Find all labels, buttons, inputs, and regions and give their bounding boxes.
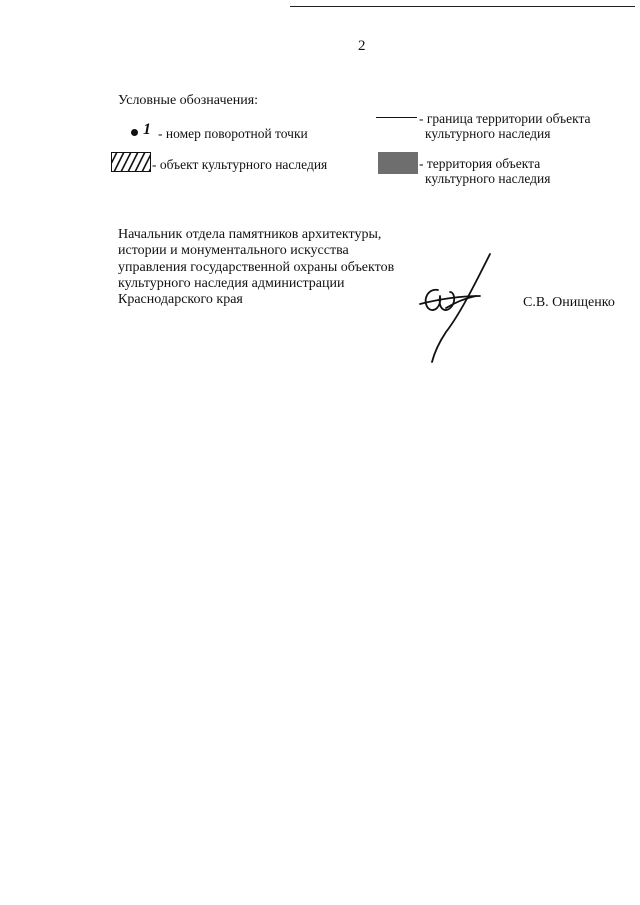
page-number: 2 [358, 38, 366, 54]
signatory-position-line: управления государственной охраны объектов [118, 259, 395, 275]
legend-label-territory-line1: - территория объекта [419, 156, 541, 171]
legend-title: Условные обозначения: [118, 93, 259, 108]
signatory-position-line: Краснодарского края [118, 292, 243, 308]
turning-point-dot-icon [131, 129, 138, 136]
territory-fill-icon [378, 152, 418, 174]
top-rule [290, 6, 635, 7]
boundary-line-icon [376, 117, 417, 118]
signatory-position-line: истории и монументального искусства [118, 243, 349, 259]
legend-label-boundary-line1: - граница территории объекта [419, 111, 591, 126]
signatory-name: С.В. Онищенко [523, 295, 615, 310]
turning-point-number-glyph: 1 [143, 121, 151, 138]
legend-label-territory-line2: культурного наследия [425, 171, 551, 186]
legend-label-heritage-object: - объект культурного наследия [152, 157, 328, 172]
handwritten-signature [416, 252, 496, 364]
signatory-position [118, 227, 394, 308]
hatched-box-icon [111, 152, 151, 172]
legend-label-turning-point: - номер поворотной точки [158, 126, 308, 141]
legend-label-boundary-line2: культурного наследия [425, 126, 551, 141]
signatory-position-line: Начальник отдела памятников архитектуры, [118, 227, 382, 242]
signatory-position-line: культурного наследия администрации [118, 275, 345, 291]
